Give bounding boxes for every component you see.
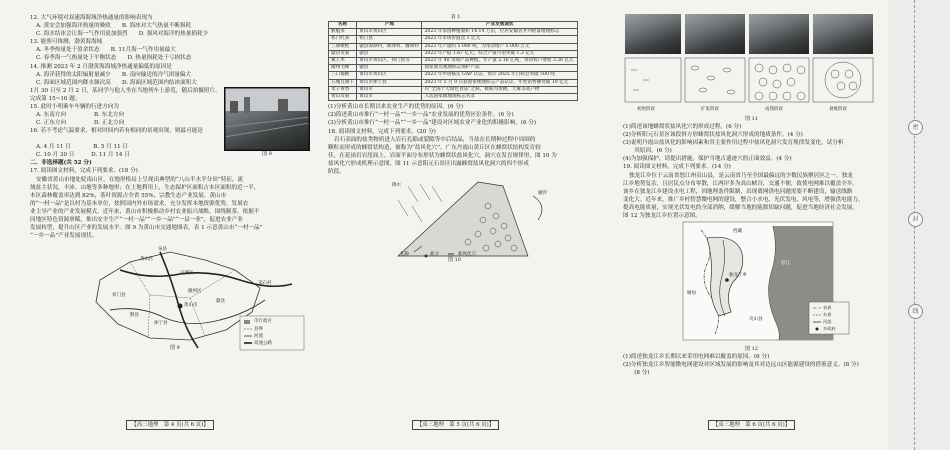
map-caption: 图 12: [745, 346, 758, 353]
text-line: 独龙江乡位于云南省怒江州贡山县，是云南省乃至全国最偏远的少数民族聚居区之一。独龙: [629, 172, 853, 179]
table-cell: 五城豆腐干: [329, 79, 357, 86]
text-line: 16. 若不考虑气温要求，相对时间内若有相同的景观出现，则最可能是: [30, 128, 203, 135]
table-cell: 国家重点地理标志保护产品: [422, 65, 578, 72]
binding-mark: 线: [908, 304, 923, 319]
text-line: (2)分析阳元石景区该段斜方形蜂窝状盐风化洞穴形成的地质条件。(4 分): [623, 132, 803, 139]
q19-material: [623, 163, 880, 220]
page-footer: 【高三地理 第 6 页(共 6 页)】: [708, 420, 795, 430]
text-line: 该乡在独龙江乡建设水电工程，因地理条件限制，出现离网供电问题需要不断建设，输送线路: [623, 188, 853, 195]
binding-margin: [888, 0, 950, 450]
table-cell: 入选国家级地理标志名录: [422, 94, 578, 101]
stage-label: 初始阶段: [637, 107, 655, 112]
text-line: (1)简述独龙江乡长期以来采用电网难以覆盖的原因。(6 分): [623, 354, 770, 361]
map-label: 祁门县: [112, 293, 126, 299]
diagram-label: 潮汐: [538, 191, 547, 197]
table-header: 名称: [329, 22, 357, 29]
table-row: [329, 29, 578, 36]
table-row: [329, 72, 578, 79]
table-cell: 2023 年市场价值达 1 亿元: [422, 36, 578, 43]
stage-photo: [749, 14, 809, 54]
text-line: A. 4 月 11 日 B. 5 月 11 日: [36, 144, 129, 151]
stage-photo: [685, 14, 745, 54]
industry-table: [328, 21, 578, 101]
page-4: [30, 14, 310, 432]
page-footer: 【高三地理 第 4 页(共 6 页)】: [126, 420, 213, 430]
binding-mark: 封: [908, 212, 923, 227]
text-line: 14. 推测 2023 年 2 月渤黄海海域净热通量偏低的原因是: [30, 63, 172, 70]
table-cell: 黄山市黄山区、祁门县等: [357, 58, 422, 65]
text-line: 安徽省黄山市地处皖南山区，在地形格局上呈现出典型的“八山半水半分田”特征，流: [36, 176, 244, 183]
text-line: (3)分析黄山市推行“一村一品”“一乡一品”建设对区域农业产业化的积极影响。(6 分): [328, 120, 537, 127]
text-line: A. 东南方向 B. 东北方向: [36, 111, 124, 118]
diagram-label: 盐风化穴: [458, 252, 476, 258]
map-label: 贡山县: [749, 317, 763, 323]
text-line: 1月 30 日至 2 月 2 日，某同学与他人坐在当地列车上游览，随后拍摄照片。完成第 15~16 题。: [30, 87, 221, 102]
table-cell: 2023 年产值 1.67 亿元，综合产值可望突破 1.3 亿元: [422, 50, 578, 57]
table-cell: 猴魁茶: [329, 29, 357, 36]
text-line: 佳，在花岗岩岩崖面上，岩面平面分布形状为蜂窝状盐风化穴，洞穴在发育规律里，图 10 为: [328, 152, 557, 159]
text-line: C. 春季海一气热量处于平衡状态 D. 热量损耗处于亏损状态: [36, 55, 192, 62]
text-line: 颗粒而形成的蜂窝状构造，被称为“盐风化穴”。广东丹霞山黄丘区在蜂窝状结构发育较: [328, 144, 541, 151]
table-cell: 祁门红茶: [329, 36, 357, 43]
table-cell: 三潭枇杷: [329, 43, 357, 50]
table-row: [329, 65, 578, 72]
table-cell: 2023 年 40 余项产品种植，年产量 2.16 亿吨，带动农户增收 3.26 亿元: [422, 58, 578, 65]
table-cell: 2023 年产量约 5 000 吨，为带动增产 5 000 万元: [422, 43, 578, 50]
text-line: 发展转型，提升山区产业的发展水平。图 9 为黄山市交通地图表，表 1 示意黄山市“一村一品”: [30, 225, 263, 232]
q18-material: [328, 128, 583, 177]
text-line: A. 海洋获得的太阳辐射量减少 B. 南向输送的冷气团量偏大: [36, 71, 192, 78]
section-heading: 二、非选择题(共 52 分): [30, 160, 92, 167]
text-line: 其原因。(6 分): [623, 148, 672, 155]
text-line: (8 分): [623, 370, 650, 377]
diagram-label: 孔隙: [400, 252, 409, 258]
table-row: [329, 94, 578, 101]
text-line: 13. 能照可推测，渤黄海海域: [30, 39, 103, 46]
text-line: (3)说明丹霞山盐风化的影响因素和其主要作用过程中盐风化洞穴发育规律发变化，试分析: [623, 140, 844, 147]
page-6: [623, 14, 880, 432]
text-line: A. 冬季热量处于盈余状态 B. 11月海一气作用量最大: [36, 47, 176, 54]
table-header-row: [329, 22, 578, 29]
text-line: 的“一村一品”是以村为基本单位，按照国内外市场需求，充分发挥本地资源优势，发展农: [30, 200, 249, 207]
table-row: [329, 86, 578, 93]
text-line: C. 10 月 30 日 D. 11 月 14 日: [36, 152, 130, 159]
huangshan-map: [30, 240, 310, 352]
text-line: 岩石表面的盐类物质进入岩石孔隙或裂隙等中后结晶，当盐在长期种过程中周围的: [334, 136, 536, 143]
table-cell: 2023 年茶园种植面积 14.14 万亩，位居安徽省并列批量地理标志: [422, 29, 578, 36]
map-label: 休宁县: [154, 321, 168, 327]
train-window-photo: [224, 87, 310, 151]
table-row: [329, 36, 578, 43]
diagram-label: 盐分: [430, 252, 439, 258]
table-cell: 歙县: [357, 65, 422, 72]
q18-subquestions: [623, 123, 880, 163]
legend-item: 乡界: [823, 312, 832, 318]
table-cell: 2023 年申请核定 GAP 认证，预计 2025 年目标会突破 500 吨: [422, 72, 578, 79]
map-label: 徽州区: [188, 289, 202, 295]
table-cell: 歙县漳潭村、绵潭村、瀹潭村: [357, 43, 422, 50]
table-cell: 黄山贡菊: [329, 94, 357, 101]
legend-item: 河流: [254, 334, 263, 340]
text-line: (1)简述该地蜂窝状盐风化穴的形成过程。(6 分): [623, 124, 742, 130]
text-line: 19. 阅读图文材料，完成下列要求。(14 分): [623, 164, 731, 171]
stage-label: 扩张阶段: [701, 107, 719, 112]
text-line: C. 海面区域范围内降水频次高 D. 海面区域范围内结冰面积大: [36, 79, 197, 86]
text-line: 本区森林覆盖率达到 82%，茶叶资源占全省 55%，宗教生态产业发展。黄山市: [30, 192, 227, 199]
text-line: (1)分析黄山市长期以来农业生产的优势的原因。(6 分): [328, 104, 464, 111]
table-cell: 歙县: [357, 50, 422, 57]
text-line: (2)简述黄山市推行“一村一品”“一乡一品”农业发展的优势区位条件。(6 分): [328, 112, 514, 119]
text-line: 17. 阅读图文材料，完成下列要求。(18 分): [30, 168, 138, 175]
text-line: 域盆主状况，丰沛、山地等多种地形；在土地利用上，生态保护区面积占本区面积的近一半，: [30, 184, 260, 191]
legend-item: 乡政府: [823, 326, 836, 332]
table-cell: 徽州毛峰: [329, 65, 357, 72]
table-cell: 米子黄香: [329, 86, 357, 93]
table-header: 产地: [357, 22, 422, 29]
table-row: [329, 79, 578, 86]
text-line: (2)分析独龙江乡智能微电网建设对区域发展的影响及其对边远山区能源建设的借鉴意义。(8 分): [623, 362, 859, 369]
legend-item: 县界: [254, 327, 263, 333]
binding-mark: 密: [908, 120, 923, 135]
table-header: 产业发展现状: [422, 22, 578, 29]
table-cell: 2023 年 5 月 9 日获国家地理标志产品认证，年度销售额突破 10 亿元: [422, 79, 578, 86]
table-cell: 黄山市休宁县: [357, 79, 422, 86]
text-line: 15. 此时小明乘车车辆的行进方向为: [30, 103, 119, 110]
q19-subquestions: [623, 353, 880, 377]
figure-caption: 图 11: [745, 116, 758, 122]
stage-photo: [625, 14, 681, 54]
diagram-caption: 图 10: [448, 257, 461, 264]
table-cell: 黄山市: [357, 94, 422, 101]
stage-photo: [813, 14, 873, 54]
map-label: 独龙江乡: [729, 273, 747, 279]
diagram-label: 降水: [392, 183, 401, 189]
map-label: 黄山区: [140, 257, 154, 263]
q17-material: [30, 167, 310, 240]
table-cell: 黄山市: [357, 86, 422, 93]
legend-item: 高速公路: [254, 341, 272, 347]
text-line: 12. 大气环境对双速海海域净热通量的影响表现为: [30, 15, 153, 21]
text-line: 江乡地势复杂，且居民点分布零散，江两岸多为高山峡谷，交通不便，致使电网难以覆盖全乡。: [623, 180, 858, 187]
map-label: 采石村: [258, 281, 272, 287]
page4-mc-questions: [30, 14, 310, 87]
map-label: 缅甸: [687, 291, 696, 297]
legend-item: 省界: [823, 305, 832, 311]
q17-subquestions: [328, 103, 583, 127]
table-row: [329, 58, 578, 65]
photo-caption: 图 8: [262, 150, 272, 157]
dulongjiang-map: [623, 220, 880, 346]
weathering-stages-figure: [623, 14, 880, 116]
text-line: 阶段。: [328, 168, 345, 175]
page-5: [328, 14, 583, 432]
table-cell: 有“全国十大绿色食品”之称，被称为黄精、天麻等高产物: [422, 86, 578, 93]
text-line: C. 海水结冰会让海一气作用更加强烈 D. 强风对海洋的热量损耗少: [36, 31, 209, 38]
map-caption: 图 9: [170, 345, 180, 352]
stage-label: 成熟阶段: [765, 107, 783, 112]
page-footer: 【高三地理 第 5 页(共 6 页)】: [412, 420, 499, 430]
map-label: 歙县: [216, 299, 225, 305]
text-line: 18. 阅读图文材料，完成下列要求。(20 分): [328, 128, 436, 135]
text-line: 同地区特色资源禀赋，推出安全生产“一村一品”“一乡一品”“一县一业”，促进农业产业: [30, 216, 243, 223]
text-line: “一乡一品”产业发展现状。: [30, 233, 98, 240]
map-label: 黄山市: [184, 303, 198, 309]
map-label: 西藏: [733, 229, 742, 235]
table-caption: 表 1: [450, 14, 461, 20]
salt-weathering-diagram: [328, 176, 583, 262]
text-line: 业主导产业的产业发展模式。近年来，黄山市积极推动乡村农业振兴战略，围绕制茶，依据不: [30, 208, 260, 215]
text-line: 变化大。近年来，推广乡村智慧微电网的建设，整合小水电、光伏发电、风电等，增强供电能力，: [623, 196, 864, 203]
text-line: 提高电能质量，实现光伏发电的全部消纳，缓解当地的能源短缺问题，促进当地经济社会发展。: [623, 204, 858, 211]
text-line: A. 黄安会加强海洋热量的吸收 B. 海冰对大气热量不断损耗: [36, 23, 192, 30]
table-cell: 三口猕猴: [329, 72, 357, 79]
table-cell: 黄山市黄山区: [357, 29, 422, 36]
legend-item: 市行政区: [254, 319, 272, 325]
text-line: (4)为加强保护，请提出措施，保护当地古遗迹穴的正面效益。(4 分): [623, 156, 792, 163]
map-label: 怒江: [781, 261, 790, 267]
legend-item: 河流: [823, 319, 832, 325]
map-label: 泉县: [158, 247, 167, 253]
table-cell: 歙县贡菊: [329, 50, 357, 57]
stage-label: 衰败阶段: [829, 107, 847, 112]
table-cell: 黄山市黄山区: [357, 72, 422, 79]
text-line: 图 12 为独龙江乡位置示意图。: [623, 213, 701, 220]
map-label: 黟县: [130, 313, 139, 319]
text-line: 盐风化穴形成机理示意图，图 11 示意阳元石景区出露蜂窝盐风化洞穴的四个形成: [328, 160, 529, 167]
text-line: C. 正东方向 D. 正北方向: [36, 120, 125, 127]
table-cell: 翼王木: [329, 58, 357, 65]
table-cell: 祁门县: [357, 36, 422, 43]
map-label: 屯溪区: [180, 271, 194, 277]
table-row: [329, 43, 578, 50]
table-row: [329, 50, 578, 57]
